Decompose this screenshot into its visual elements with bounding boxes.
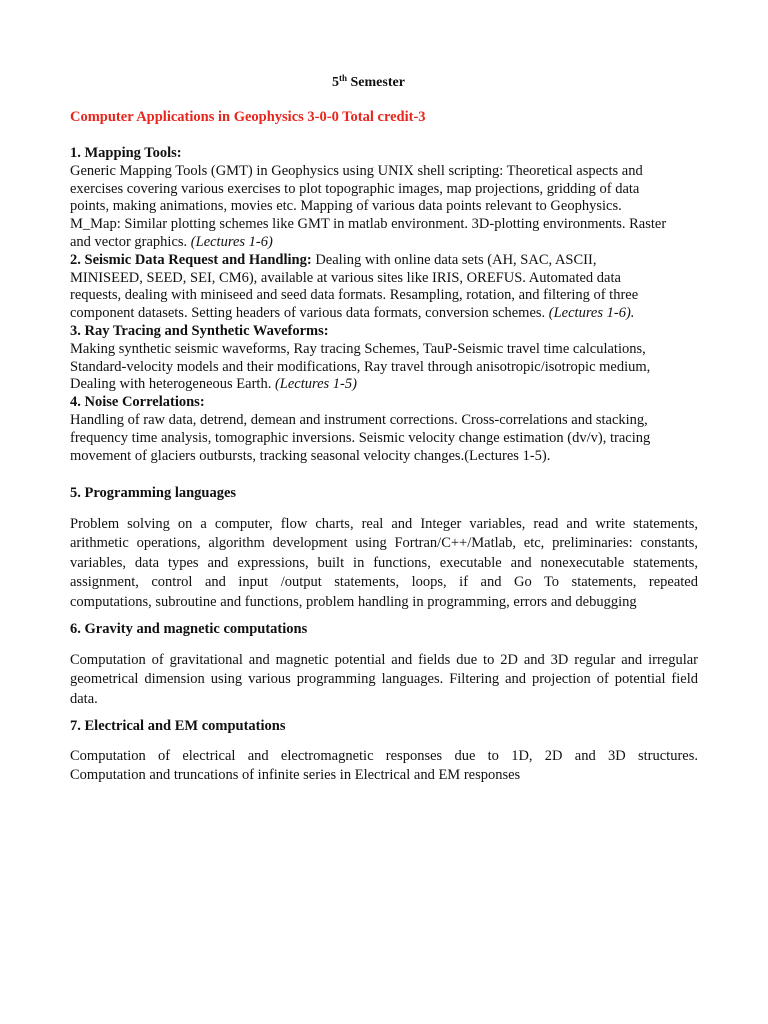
lectures-note: (Lectures 1-6). [548, 305, 635, 322]
lectures-note: (Lectures 1-6) [190, 233, 273, 250]
semester-label: Semester [350, 75, 405, 90]
text-line: data. [70, 690, 98, 707]
text-line: requests, dealing with miniseed and seed data formats. Resampling, rotation, and filtering of three [70, 287, 639, 304]
section-heading-electrical: 7. Electrical and EM computations [70, 718, 286, 734]
text-line: Handling of raw data, detrend, demean and instrument corrections. Cross-correlations and stacking, [70, 411, 648, 428]
section-heading-gravity: 6. Gravity and magnetic computations [70, 621, 308, 637]
text-line: arithmetic operations, algorithm development using Fortran/C++/Matlab, etc, preliminaries: constants, [70, 535, 698, 552]
section-mapping-tools [70, 145, 698, 465]
text-line: Making synthetic seismic waveforms, Ray tracing Schemes, TauP-Seismic travel time calculations, [70, 340, 646, 357]
text-line: computations, subroutine and functions, problem handling in programming, errors and debugging [70, 593, 637, 610]
semester-suffix: th [339, 73, 348, 83]
text-line: Standard-velocity models and their modifications, Ray travel through anisotropic/isotropic medium, [70, 358, 651, 375]
text-line: variables, data types and expressions, built in functions, executable and nonexecutable statements, [70, 554, 698, 571]
section-programming-body [70, 515, 698, 612]
section-heading: 1. Mapping Tools: [70, 145, 182, 161]
text-line: geometrical dimension using various programming languages. Filtering and projection of potential field [70, 671, 698, 688]
semester-heading [332, 73, 405, 91]
text-line: component datasets. Setting headers of various data formats, conversion schemes. [70, 305, 549, 322]
text-line: movement of glaciers outbursts, tracking seasonal velocity changes.(Lectures 1-5). [70, 447, 551, 464]
section-heading: 3. Ray Tracing and Synthetic Waveforms: [70, 322, 329, 339]
course-title: Computer Applications in Geophysics 3-0-0 Total credit-3 [70, 109, 426, 125]
text-line: Computation of gravitational and magnetic potential and fields due to 2D and 3D regular and irregular [70, 652, 698, 668]
section-gravity-body [70, 651, 698, 709]
text-line: frequency time analysis, tomographic inversions. Seismic velocity change estimation (dv/v), tracing [70, 429, 651, 446]
text-line: M_Map: Similar plotting schemes like GMT in matlab environment. 3D-plotting environments. Raster [70, 216, 667, 233]
text-line: and vector graphics. [70, 233, 191, 250]
text-line: Problem solving on a computer, flow charts, real and Integer variables, read and write statements, [70, 516, 698, 532]
section-electrical-body [70, 747, 698, 786]
text-line: Generic Mapping Tools (GMT) in Geophysics using UNIX shell scripting: Theoretical aspects and [70, 162, 643, 179]
text-line: assignment, control and input /output statements, loops, if and Go To statements, repeated [70, 574, 698, 591]
text-line: MINISEED, SEED, SEI, CM6), available at various sites like IRIS, OREFUS. Automated data [70, 269, 621, 286]
text-line: Dealing with heterogeneous Earth. [70, 376, 275, 393]
section-heading-programming: 5. Programming languages [70, 485, 237, 501]
text-line: Dealing with online data sets (AH, SAC, ASCII, [311, 251, 597, 268]
semester-number: 5 [332, 75, 339, 90]
section-heading: 2. Seismic Data Request and Handling: [70, 251, 312, 268]
text-line: Computation of electrical and electromagnetic responses due to 1D, 2D and 3D structures. [70, 748, 698, 764]
text-line: Computation and truncations of infinite series in Electrical and EM responses [70, 767, 521, 784]
section-heading: 4. Noise Correlations: [70, 394, 205, 411]
text-line: exercises covering various exercises to plot topographic images, map projections, gridding of data [70, 180, 640, 197]
lectures-note: (Lectures 1-5) [274, 376, 357, 393]
text-line: points, making animations, movies etc. Mapping of various data points relevant to Geophysics. [70, 198, 622, 215]
